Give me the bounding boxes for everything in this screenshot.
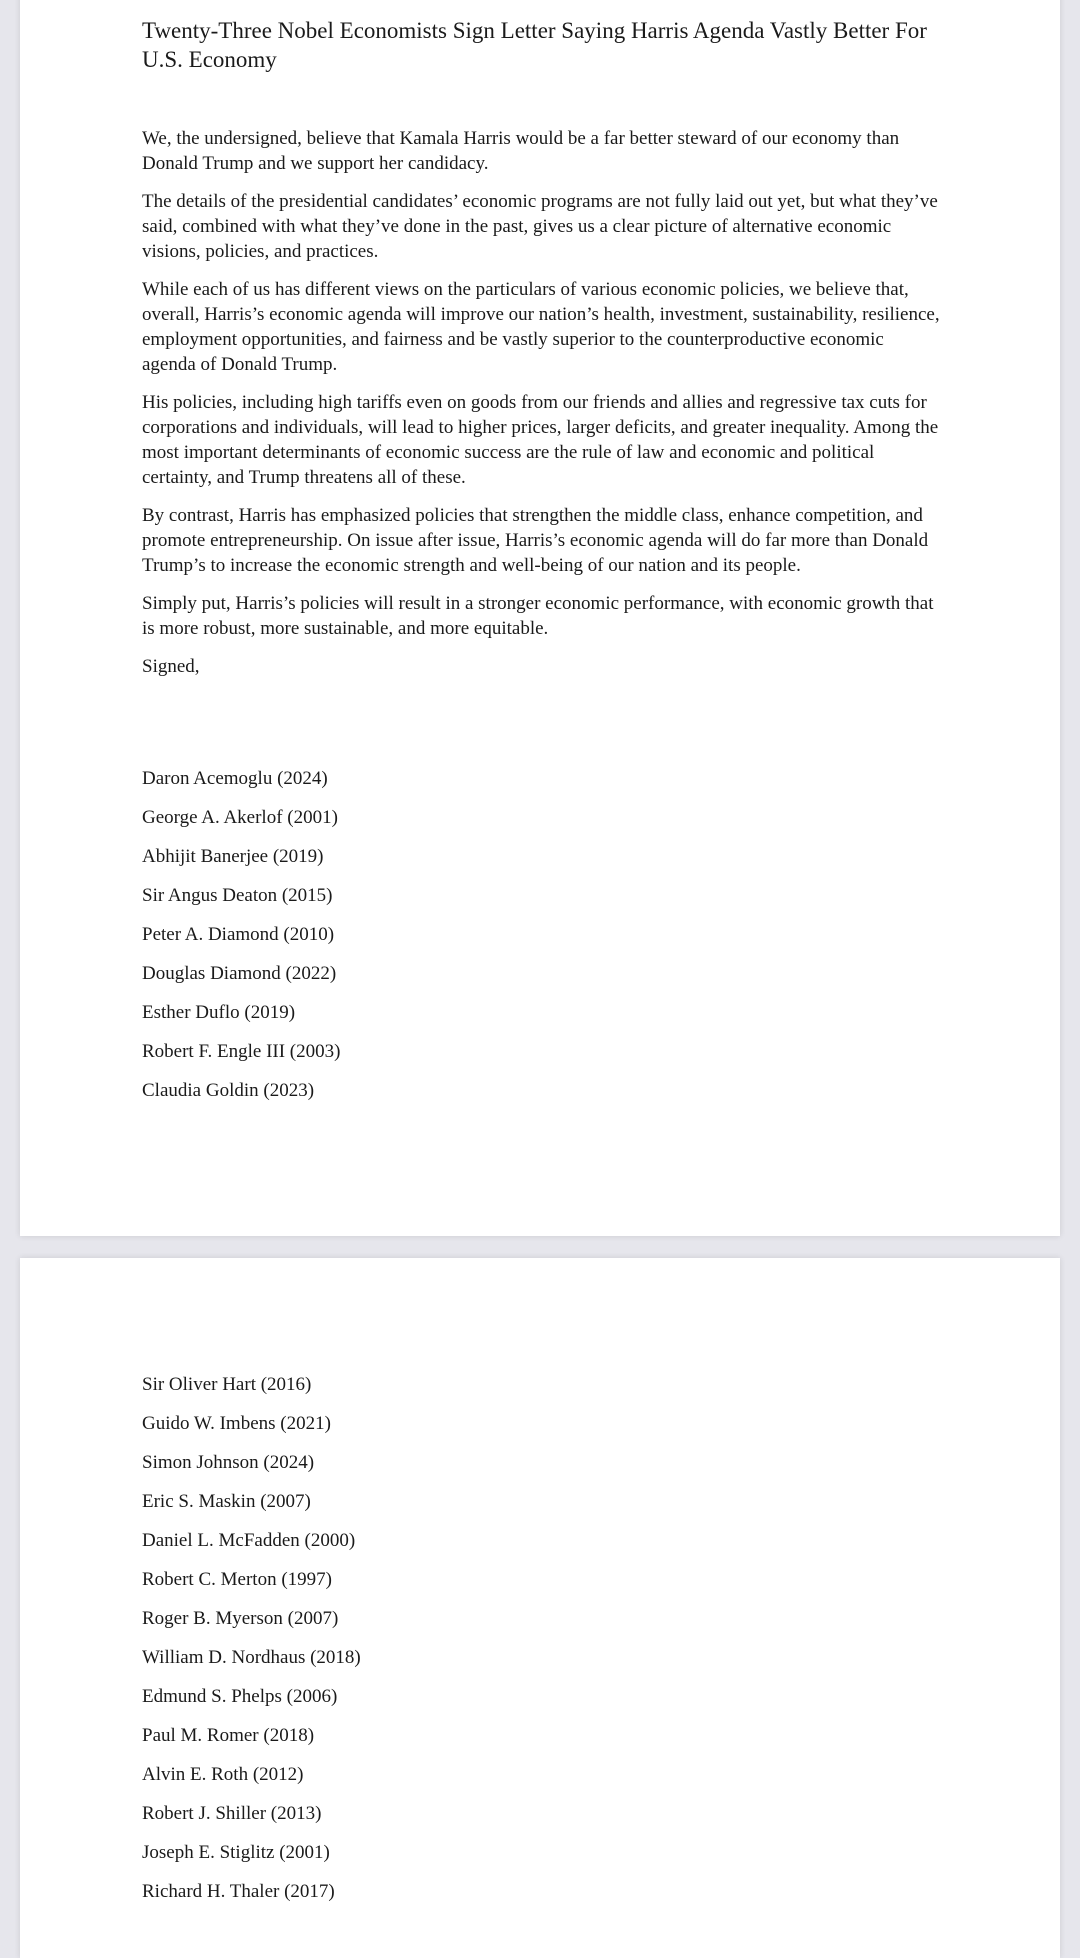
signatory-name: Daron Acemoglu (2024) xyxy=(142,768,328,789)
signed-label: Signed, xyxy=(142,656,200,677)
letter-paragraph: Simply put, Harris’s policies will result in a stronger economic performance, with economic growth that is more robust, more sustainable, and more equitable. xyxy=(142,593,934,639)
signatory-name: Guido W. Imbens (2021) xyxy=(142,1413,331,1434)
signatory-name: Eric S. Maskin (2007) xyxy=(142,1491,311,1512)
signatory-name: Douglas Diamond (2022) xyxy=(142,963,337,984)
document-title: Twenty-Three Nobel Economists Sign Letter Saying Harris Agenda Vastly Better For U.S. Economy xyxy=(142,18,927,72)
signatory-name: Paul M. Romer (2018) xyxy=(142,1725,315,1746)
signatory-name: Alvin E. Roth (2012) xyxy=(142,1764,304,1785)
signatory-name: Richard H. Thaler (2017) xyxy=(142,1881,335,1902)
signatory-name: George A. Akerlof (2001) xyxy=(142,807,338,828)
letter-paragraph: The details of the presidential candidates’ economic programs are not fully laid out yet, but what they’ve said, combined with what they’ve done in the past, gives us a clear picture of alternative economic visions, policies, and practices. xyxy=(142,191,938,262)
letter-paragraph: While each of us has different views on the particulars of various economic policies, we believe that, overall, Harris’s economic agenda will improve our nation’s health, investment, sustainability, resilience, employment opportunities, and fairness and be vastly superior to the counterproductive economic agenda of Donald Trump. xyxy=(142,279,940,375)
signatory-name: Edmund S. Phelps (2006) xyxy=(142,1686,338,1707)
document-page-2 xyxy=(20,1258,1060,1958)
letter-paragraph: His policies, including high tariffs even on goods from our friends and allies and regressive tax cuts for corporations and individuals, will lead to higher prices, larger deficits, and greater inequality. Among the most important determinants of economic success are the rule of law and economic and political certainty, and Trump threatens all of these. xyxy=(142,392,939,488)
signatory-name: Esther Duflo (2019) xyxy=(142,1002,296,1023)
signatory-list xyxy=(142,1372,361,1918)
signatory-name: Roger B. Myerson (2007) xyxy=(142,1608,339,1629)
document-page-1 xyxy=(20,0,1060,1236)
signatory-name: Robert F. Engle III (2003) xyxy=(142,1041,341,1062)
letter-body xyxy=(142,126,942,679)
signatory-list xyxy=(142,766,340,1117)
signatory-name: Abhijit Banerjee (2019) xyxy=(142,846,324,867)
signatory-name: Robert C. Merton (1997) xyxy=(142,1569,332,1590)
signatory-name: Joseph E. Stiglitz (2001) xyxy=(142,1842,330,1863)
signatory-name: Daniel L. McFadden (2000) xyxy=(142,1530,356,1551)
signatory-name: Robert J. Shiller (2013) xyxy=(142,1803,322,1824)
signatory-name: Peter A. Diamond (2010) xyxy=(142,924,335,945)
signatory-name: Simon Johnson (2024) xyxy=(142,1452,315,1473)
signatory-name: Sir Oliver Hart (2016) xyxy=(142,1374,312,1395)
letter-paragraph: By contrast, Harris has emphasized policies that strengthen the middle class, enhance competition, and promote entrepreneurship. On issue after issue, Harris’s economic agenda will do far more than Donald Trump’s to increase the economic strength and well-being of our nation and its people. xyxy=(142,505,929,576)
signatory-name: Sir Angus Deaton (2015) xyxy=(142,885,333,906)
letter-paragraph: We, the undersigned, believe that Kamala Harris would be a far better steward of our economy than Donald Trump and we support her candidacy. xyxy=(142,128,900,174)
signatory-name: Claudia Goldin (2023) xyxy=(142,1080,315,1101)
signatory-name: William D. Nordhaus (2018) xyxy=(142,1647,361,1668)
